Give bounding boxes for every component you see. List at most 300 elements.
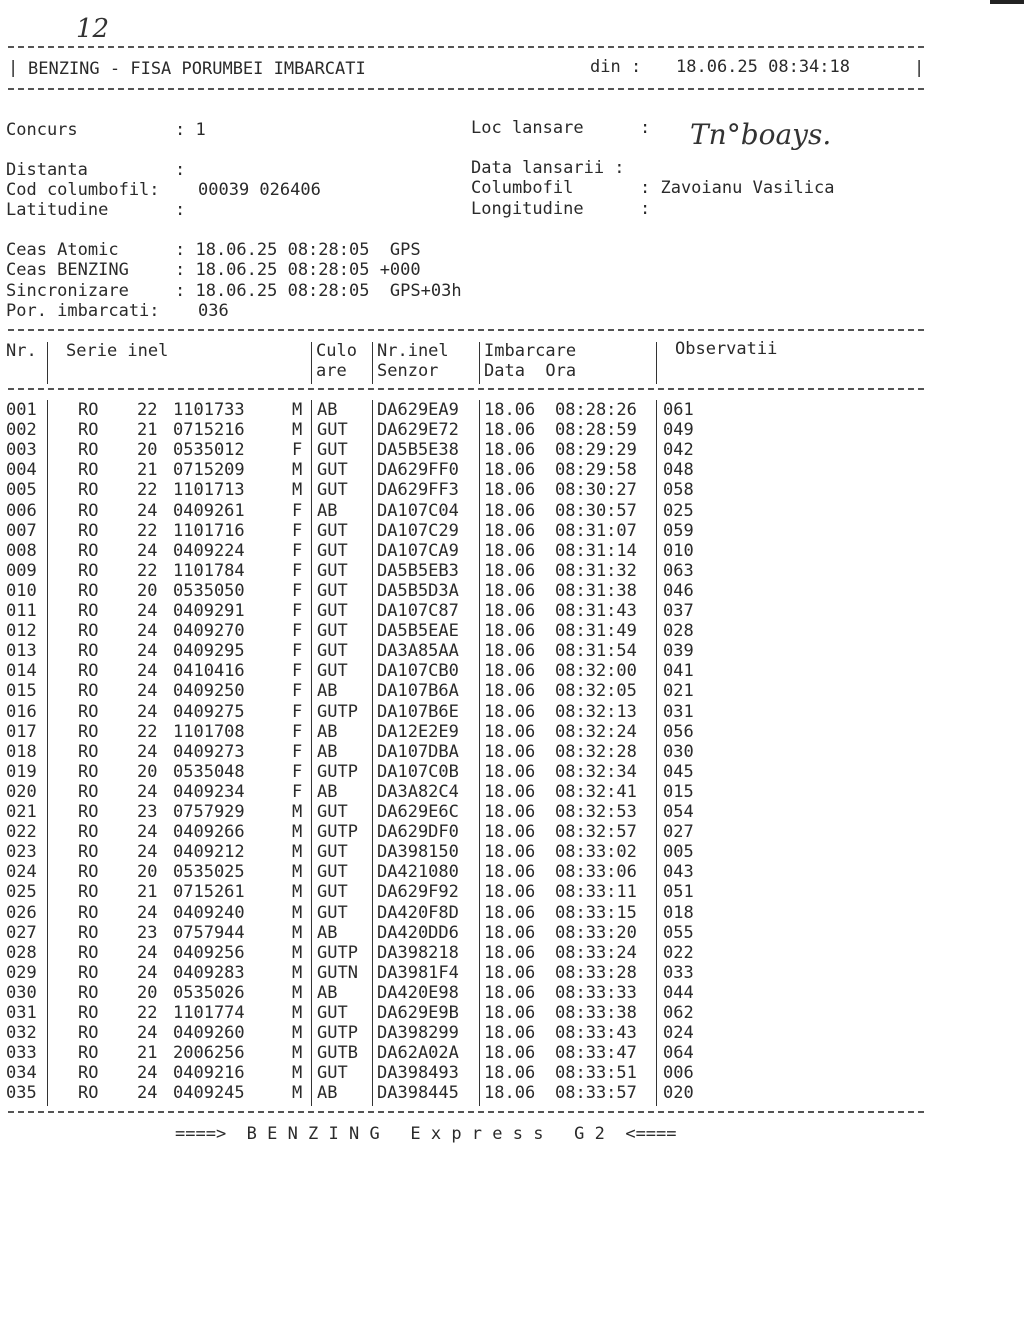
cell-ora: 08:30:27 (555, 480, 637, 501)
cell-nr: 014 (6, 661, 37, 682)
cell-sex: F (292, 621, 303, 642)
cell-ora: 08:32:28 (555, 741, 637, 762)
table-body (0, 400, 920, 1106)
cell-data: 18.06 (484, 560, 536, 581)
header-left-bar: | (8, 58, 19, 78)
table-row (0, 782, 900, 802)
cell-sex: M (292, 802, 303, 822)
cell-ora: 08:32:24 (555, 721, 637, 742)
loc-lansare-colon: : (640, 118, 651, 138)
cell-obs: 033 (663, 962, 694, 983)
cell-tara: RO (78, 580, 99, 601)
cell-sex: M (292, 1083, 303, 1104)
cell-tara: RO (78, 862, 99, 883)
cell-an: 22 (137, 520, 158, 541)
cell-an: 24 (137, 822, 158, 843)
cell-inel: 1101716 (173, 520, 245, 541)
cell-data: 18.06 (484, 681, 536, 702)
concurs-value: : 1 (175, 120, 206, 140)
cell-senzor: DA629E72 (377, 420, 459, 441)
table-row (0, 480, 900, 500)
cell-data: 18.06 (484, 862, 536, 883)
sincronizare-value: : 18.06.25 08:28:05 GPS+03h (175, 281, 462, 301)
cell-culoare: GUTP (317, 822, 358, 843)
cell-sex: F (292, 580, 303, 601)
cell-obs: 006 (663, 1063, 694, 1084)
col-header-nr: Nr. (6, 341, 37, 361)
cell-nr: 028 (6, 942, 37, 963)
cell-culoare: GUT (317, 520, 348, 541)
header-right-bar: | (914, 58, 925, 78)
cell-obs: 018 (663, 902, 694, 923)
sincronizare-label: Sincronizare (6, 281, 129, 301)
cell-data: 18.06 (484, 601, 536, 621)
cell-data: 18.06 (484, 520, 536, 541)
cell-ora: 08:28:26 (555, 400, 637, 420)
cell-culoare: GUTB (317, 1043, 358, 1064)
cell-nr: 006 (6, 500, 37, 521)
col-header-senzor-1: Nr.inel (377, 341, 449, 361)
longitudine-value: : (640, 199, 651, 219)
cell-obs: 042 (663, 440, 694, 461)
cell-sex: F (292, 701, 303, 722)
cell-culoare: GUT (317, 862, 348, 883)
cell-data: 18.06 (484, 420, 536, 441)
cell-an: 22 (137, 1003, 158, 1023)
cell-inel: 0409224 (173, 540, 245, 561)
cell-obs: 045 (663, 761, 694, 782)
cell-an: 21 (137, 460, 158, 481)
cell-tara: RO (78, 1063, 99, 1084)
col-header-senzor-2: Senzor (377, 361, 439, 381)
cell-inel: 0409261 (173, 500, 245, 521)
cell-senzor: DA629FF3 (377, 480, 459, 501)
cell-inel: 0409250 (173, 681, 245, 702)
cell-obs: 020 (663, 1083, 694, 1104)
cell-an: 24 (137, 1063, 158, 1084)
cell-tara: RO (78, 681, 99, 702)
cell-culoare: GUTN (317, 962, 358, 983)
cell-culoare: GUT (317, 580, 348, 601)
col-header-culoare-2: are (316, 361, 347, 381)
cell-senzor: DA3A85AA (377, 641, 459, 662)
cell-sex: M (292, 480, 303, 501)
cell-tara: RO (78, 621, 99, 642)
cell-ora: 08:32:53 (555, 802, 637, 822)
col-header-observatii: Observatii (675, 339, 778, 359)
cell-tara: RO (78, 1083, 99, 1104)
cell-tara: RO (78, 1003, 99, 1023)
cell-an: 21 (137, 882, 158, 903)
cell-obs: 058 (663, 480, 694, 501)
table-row (0, 802, 900, 822)
cell-ora: 08:28:59 (555, 420, 637, 441)
table-header-top-rule (8, 329, 924, 331)
cell-nr: 003 (6, 440, 37, 461)
cell-obs: 043 (663, 862, 694, 883)
cell-tara: RO (78, 842, 99, 863)
cell-sex: M (292, 962, 303, 983)
cell-senzor: DA629F92 (377, 882, 459, 903)
cell-an: 22 (137, 560, 158, 581)
cell-culoare: GUTP (317, 1023, 358, 1044)
cell-tara: RO (78, 420, 99, 441)
cell-senzor: DA398493 (377, 1063, 459, 1084)
cell-sex: F (292, 661, 303, 682)
cell-tara: RO (78, 741, 99, 762)
cell-obs: 063 (663, 560, 694, 581)
longitudine-label: Longitudine (471, 199, 584, 219)
cell-ora: 08:33:47 (555, 1043, 637, 1064)
cell-data: 18.06 (484, 440, 536, 461)
cell-tara: RO (78, 781, 99, 802)
cell-senzor: DA107B6E (377, 701, 459, 722)
cell-senzor: DA398445 (377, 1083, 459, 1104)
cell-inel: 1101784 (173, 560, 245, 581)
cell-sex: M (292, 460, 303, 481)
cell-an: 24 (137, 540, 158, 561)
cell-nr: 009 (6, 560, 37, 581)
loc-lansare-handwritten: Tn°boays. (690, 118, 832, 151)
cell-senzor: DA629DF0 (377, 822, 459, 843)
table-row (0, 581, 900, 601)
cell-obs: 024 (663, 1023, 694, 1044)
header-divider-5 (656, 342, 657, 384)
table-row (0, 822, 900, 842)
latitudine-value: : (175, 200, 186, 220)
cell-obs: 028 (663, 621, 694, 642)
cell-an: 22 (137, 721, 158, 742)
cell-senzor: DA107C87 (377, 601, 459, 621)
cell-ora: 08:33:43 (555, 1023, 637, 1044)
handwritten-page-number: 12 (76, 14, 110, 44)
cod-columbofil-label: Cod columbofil: (6, 180, 160, 200)
cell-obs: 044 (663, 982, 694, 1003)
cell-inel: 0409266 (173, 822, 245, 843)
cell-culoare: GUT (317, 661, 348, 682)
cell-data: 18.06 (484, 721, 536, 742)
cell-inel: 0409295 (173, 641, 245, 662)
cell-nr: 005 (6, 480, 37, 501)
cell-inel: 1101733 (173, 400, 245, 420)
cell-an: 24 (137, 1023, 158, 1044)
cell-data: 18.06 (484, 802, 536, 822)
cell-an: 20 (137, 862, 158, 883)
cell-obs: 010 (663, 540, 694, 561)
document-title: BENZING - FISA PORUMBEI IMBARCATI (28, 59, 366, 79)
header-top-rule (8, 46, 924, 48)
cell-tara: RO (78, 1023, 99, 1044)
cell-tara: RO (78, 942, 99, 963)
cell-data: 18.06 (484, 741, 536, 762)
cell-sex: F (292, 721, 303, 742)
cell-sex: F (292, 601, 303, 621)
cell-sex: F (292, 681, 303, 702)
cell-inel: 2006256 (173, 1043, 245, 1064)
cell-an: 21 (137, 1043, 158, 1064)
cell-inel: 0409256 (173, 942, 245, 963)
cell-culoare: GUT (317, 641, 348, 662)
cell-senzor: DA107CA9 (377, 540, 459, 561)
cell-obs: 062 (663, 1003, 694, 1023)
cell-an: 24 (137, 641, 158, 662)
cell-ora: 08:33:57 (555, 1083, 637, 1104)
cell-ora: 08:33:06 (555, 862, 637, 883)
cell-senzor: DA398299 (377, 1023, 459, 1044)
cell-culoare: GUT (317, 842, 348, 863)
cell-data: 18.06 (484, 1043, 536, 1064)
cell-tara: RO (78, 540, 99, 561)
cell-tara: RO (78, 721, 99, 742)
cell-sex: M (292, 862, 303, 883)
cell-ora: 08:29:29 (555, 440, 637, 461)
cell-sex: M (292, 922, 303, 943)
cell-ora: 08:29:58 (555, 460, 637, 481)
table-row (0, 1043, 900, 1063)
cell-obs: 061 (663, 400, 694, 420)
cell-obs: 021 (663, 681, 694, 702)
table-row (0, 440, 900, 460)
cell-ora: 08:31:43 (555, 601, 637, 621)
header-bottom-rule (8, 88, 924, 90)
cell-inel: 0715216 (173, 420, 245, 441)
cell-data: 18.06 (484, 1003, 536, 1023)
cell-ora: 08:33:02 (555, 842, 637, 863)
cell-obs: 056 (663, 721, 694, 742)
cell-culoare: GUTP (317, 761, 358, 782)
cell-sex: F (292, 741, 303, 762)
cell-tara: RO (78, 902, 99, 923)
cell-inel: 0535048 (173, 761, 245, 782)
cell-culoare: GUT (317, 1003, 348, 1023)
cell-tara: RO (78, 982, 99, 1003)
cell-tara: RO (78, 882, 99, 903)
table-row (0, 501, 900, 521)
cell-senzor: DA629FF0 (377, 460, 459, 481)
cell-ora: 08:33:33 (555, 982, 637, 1003)
table-row (0, 420, 900, 440)
cell-data: 18.06 (484, 1023, 536, 1044)
cell-data: 18.06 (484, 480, 536, 501)
cell-culoare: AB (317, 721, 338, 742)
table-row (0, 681, 900, 701)
cell-culoare: GUT (317, 560, 348, 581)
cell-ora: 08:32:34 (555, 761, 637, 782)
cell-inel: 1101708 (173, 721, 245, 742)
cell-nr: 027 (6, 922, 37, 943)
cell-sex: F (292, 560, 303, 581)
cell-senzor: DA398150 (377, 842, 459, 863)
cell-nr: 004 (6, 460, 37, 481)
table-row (0, 1063, 900, 1083)
cell-nr: 024 (6, 862, 37, 883)
cell-inel: 0409273 (173, 741, 245, 762)
cell-nr: 011 (6, 601, 37, 621)
table-header-bottom-rule (8, 388, 924, 390)
cell-data: 18.06 (484, 842, 536, 863)
cell-nr: 018 (6, 741, 37, 762)
cell-obs: 064 (663, 1043, 694, 1064)
cell-data: 18.06 (484, 701, 536, 722)
cell-data: 18.06 (484, 500, 536, 521)
distanta-label: Distanta (6, 160, 88, 180)
cell-obs: 055 (663, 922, 694, 943)
cell-culoare: AB (317, 982, 338, 1003)
cell-senzor: DA107C0B (377, 761, 459, 782)
cell-sex: M (292, 1023, 303, 1044)
cell-tara: RO (78, 641, 99, 662)
cell-obs: 059 (663, 520, 694, 541)
cell-culoare: GUTP (317, 701, 358, 722)
cell-sex: F (292, 761, 303, 782)
cell-inel: 0715261 (173, 882, 245, 903)
cell-obs: 048 (663, 460, 694, 481)
cell-nr: 025 (6, 882, 37, 903)
cell-inel: 0757929 (173, 802, 245, 822)
table-row (0, 983, 900, 1003)
table-row (0, 943, 900, 963)
cell-ora: 08:31:07 (555, 520, 637, 541)
cell-obs: 030 (663, 741, 694, 762)
cell-sex: F (292, 781, 303, 802)
data-lansarii-label: Data lansarii : (471, 158, 625, 178)
header-divider-2 (311, 342, 312, 384)
table-row (0, 882, 900, 902)
cell-ora: 08:31:32 (555, 560, 637, 581)
cell-culoare: GUT (317, 540, 348, 561)
cell-sex: F (292, 641, 303, 662)
cell-nr: 023 (6, 842, 37, 863)
table-row (0, 903, 900, 923)
din-value: 18.06.25 08:34:18 (676, 57, 850, 77)
cell-an: 22 (137, 480, 158, 501)
cell-inel: 0409291 (173, 601, 245, 621)
table-row (0, 541, 900, 561)
cell-culoare: GUT (317, 440, 348, 461)
cell-tara: RO (78, 500, 99, 521)
header-divider-4 (479, 342, 480, 384)
cell-an: 24 (137, 661, 158, 682)
cell-culoare: GUTP (317, 942, 358, 963)
cell-obs: 054 (663, 802, 694, 822)
cell-sex: M (292, 822, 303, 843)
cell-obs: 041 (663, 661, 694, 682)
cell-inel: 1101713 (173, 480, 245, 501)
cell-nr: 020 (6, 781, 37, 802)
cell-culoare: AB (317, 681, 338, 702)
footer-banner: ====> B E N Z I N G E x p r e s s G 2 <==== (175, 1124, 677, 1144)
cell-nr: 026 (6, 902, 37, 923)
header-divider-1 (47, 342, 48, 384)
cell-nr: 022 (6, 822, 37, 843)
cell-tara: RO (78, 802, 99, 822)
cell-ora: 08:30:57 (555, 500, 637, 521)
cell-culoare: AB (317, 781, 338, 802)
cell-nr: 010 (6, 580, 37, 601)
cell-an: 24 (137, 621, 158, 642)
cell-sex: M (292, 400, 303, 420)
cell-ora: 08:33:15 (555, 902, 637, 923)
cell-an: 24 (137, 781, 158, 802)
table-row (0, 762, 900, 782)
distanta-value: : (175, 160, 186, 180)
cell-senzor: DA3981F4 (377, 962, 459, 983)
cell-ora: 08:31:14 (555, 540, 637, 561)
table-row (0, 963, 900, 983)
cell-data: 18.06 (484, 882, 536, 903)
cell-nr: 007 (6, 520, 37, 541)
table-row (0, 1083, 900, 1103)
cell-senzor: DA421080 (377, 862, 459, 883)
table-row (0, 1023, 900, 1043)
table-row (0, 521, 900, 541)
cell-nr: 035 (6, 1083, 37, 1104)
cell-senzor: DA420F8D (377, 902, 459, 923)
cell-ora: 08:32:13 (555, 701, 637, 722)
cell-inel: 0409275 (173, 701, 245, 722)
header-divider-3 (372, 342, 373, 384)
cell-data: 18.06 (484, 460, 536, 481)
cell-data: 18.06 (484, 822, 536, 843)
cell-culoare: GUT (317, 902, 348, 923)
cell-sex: M (292, 842, 303, 863)
cell-an: 24 (137, 842, 158, 863)
cell-culoare: GUT (317, 621, 348, 642)
cell-data: 18.06 (484, 922, 536, 943)
table-row (0, 862, 900, 882)
table-row (0, 460, 900, 480)
cell-tara: RO (78, 460, 99, 481)
cell-data: 18.06 (484, 761, 536, 782)
cell-sex: F (292, 440, 303, 461)
cell-data: 18.06 (484, 902, 536, 923)
cell-sex: M (292, 942, 303, 963)
table-row (0, 601, 900, 621)
cell-senzor: DA398218 (377, 942, 459, 963)
cell-culoare: AB (317, 500, 338, 521)
table-row (0, 722, 900, 742)
cell-obs: 031 (663, 701, 694, 722)
cell-tara: RO (78, 520, 99, 541)
cell-inel: 0409270 (173, 621, 245, 642)
cell-ora: 08:33:24 (555, 942, 637, 963)
cell-ora: 08:31:49 (555, 621, 637, 642)
ceas-atomic-value: : 18.06.25 08:28:05 GPS (175, 240, 421, 260)
cell-tara: RO (78, 822, 99, 843)
cell-data: 18.06 (484, 400, 536, 420)
cell-an: 24 (137, 1083, 158, 1104)
cell-senzor: DA5B5EAE (377, 621, 459, 642)
cell-nr: 016 (6, 701, 37, 722)
cell-an: 20 (137, 580, 158, 601)
cell-obs: 015 (663, 781, 694, 802)
cell-culoare: GUT (317, 480, 348, 501)
cell-sex: F (292, 500, 303, 521)
cell-sex: M (292, 1043, 303, 1064)
cell-nr: 008 (6, 540, 37, 561)
cell-data: 18.06 (484, 781, 536, 802)
table-row (0, 923, 900, 943)
cell-ora: 08:31:54 (555, 641, 637, 662)
cell-data: 18.06 (484, 982, 536, 1003)
cell-senzor: DA107C04 (377, 500, 459, 521)
cell-data: 18.06 (484, 580, 536, 601)
cell-inel: 0535025 (173, 862, 245, 883)
cell-obs: 027 (663, 822, 694, 843)
cell-culoare: GUT (317, 460, 348, 481)
cell-sex: M (292, 982, 303, 1003)
cell-tara: RO (78, 601, 99, 621)
